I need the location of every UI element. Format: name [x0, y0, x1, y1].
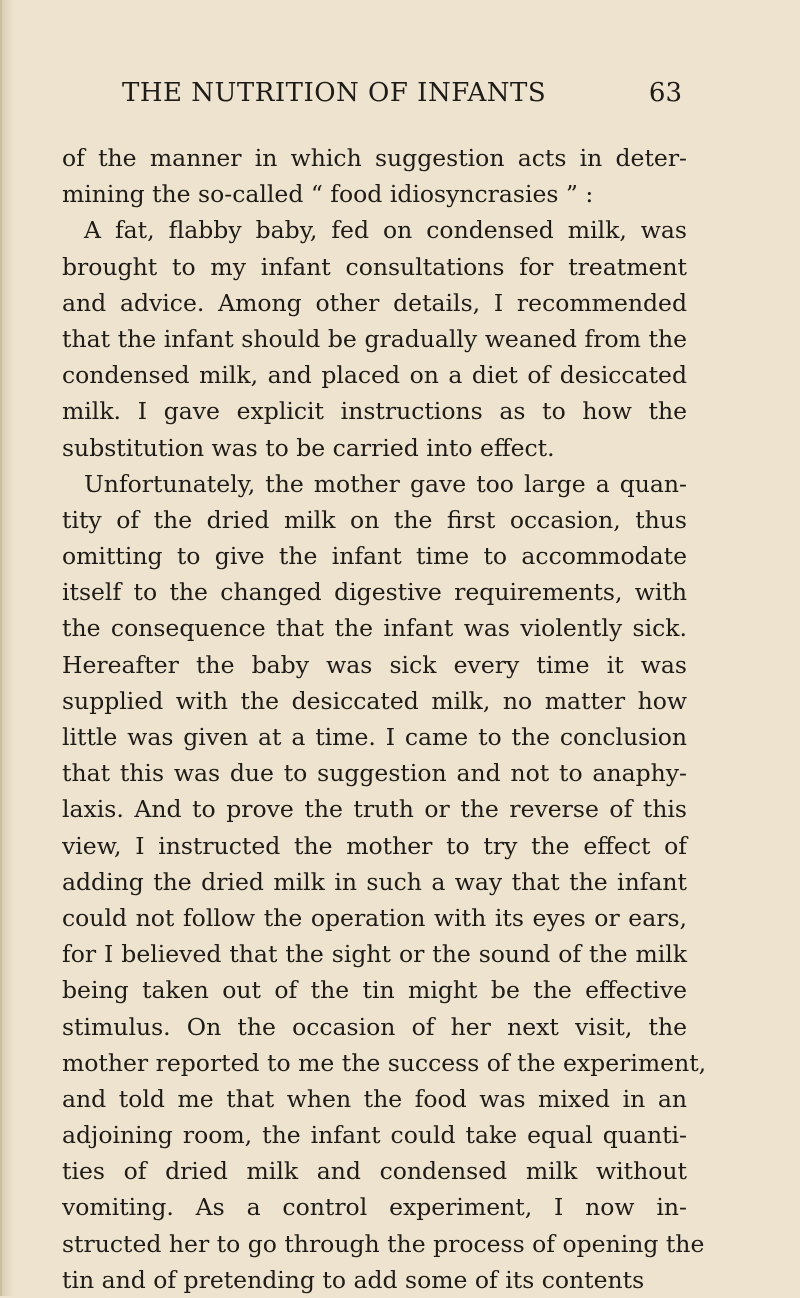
- page-header: [122, 78, 682, 118]
- text-line: and advice. Among other details, I recommended: [62, 288, 687, 317]
- page-number: 63: [648, 78, 682, 108]
- text-line: being taken out of the tin might be the effective: [62, 976, 687, 1005]
- text-line: substitution was to be carried into effect.: [62, 433, 555, 462]
- text-line: condensed milk, and placed on a diet of desiccated: [62, 361, 687, 390]
- text-line: mother reported to me the success of the experiment,: [62, 1048, 707, 1077]
- text-line: Hereafter the baby was sick every time it was: [62, 650, 687, 679]
- text-line: supplied with the desiccated milk, no matter how: [62, 686, 687, 715]
- text-line: of the manner in which suggestion acts in deter-: [62, 144, 687, 172]
- text-line: little was given at a time. I came to the conclusion: [62, 723, 687, 751]
- text-line: omitting to give the infant time to accommodate: [62, 542, 687, 571]
- page-edge: [0, 0, 14, 1296]
- text-line: A fat, flabby baby, fed on condensed milk, was: [84, 216, 687, 245]
- text-line: milk. I gave explicit instructions as to how the: [62, 397, 687, 426]
- text-line: tin and of pretending to add some of its contents: [62, 1265, 645, 1294]
- text-line: that the infant should be gradually weaned from the: [62, 324, 687, 353]
- text-line: brought to my infant consultations for treatment: [62, 252, 687, 281]
- text-line: adjoining room, the infant could take equal quanti-: [62, 1121, 687, 1150]
- text-line: ties of dried milk and condensed milk without: [62, 1157, 687, 1186]
- text-line: could not follow the operation with its eyes or ears,: [62, 903, 687, 932]
- text-line: mining the so-called “ food idiosyncrasies ” :: [62, 180, 594, 209]
- text-line: Unfortunately, the mother gave too large a quan-: [84, 469, 687, 498]
- text-line: stimulus. On the occasion of her next visit, the: [62, 1012, 687, 1041]
- body-text: [62, 140, 707, 1298]
- text-line: view, I instructed the mother to try the effect of: [62, 831, 687, 860]
- text-line: for I believed that the sight or the sound of the milk: [62, 940, 687, 969]
- text-line: and told me that when the food was mixed in an: [62, 1084, 687, 1113]
- text-line: adding the dried milk in such a way that the infant: [62, 867, 687, 896]
- text-line: itself to the changed digestive requirements, with: [62, 578, 687, 607]
- running-head: THE NUTRITION OF INFANTS: [122, 78, 547, 108]
- text-line: structed her to go through the process of opening the: [62, 1229, 705, 1258]
- text-line: laxis. And to prove the truth or the reverse of this: [62, 795, 687, 824]
- text-line: the consequence that the infant was violently sick.: [62, 614, 687, 643]
- text-line: vomiting. As a control experiment, I now in-: [62, 1193, 687, 1222]
- text-line: that this was due to suggestion and not to anaphy-: [62, 759, 687, 788]
- text-line: tity of the dried milk on the first occasion, thus: [62, 505, 687, 534]
